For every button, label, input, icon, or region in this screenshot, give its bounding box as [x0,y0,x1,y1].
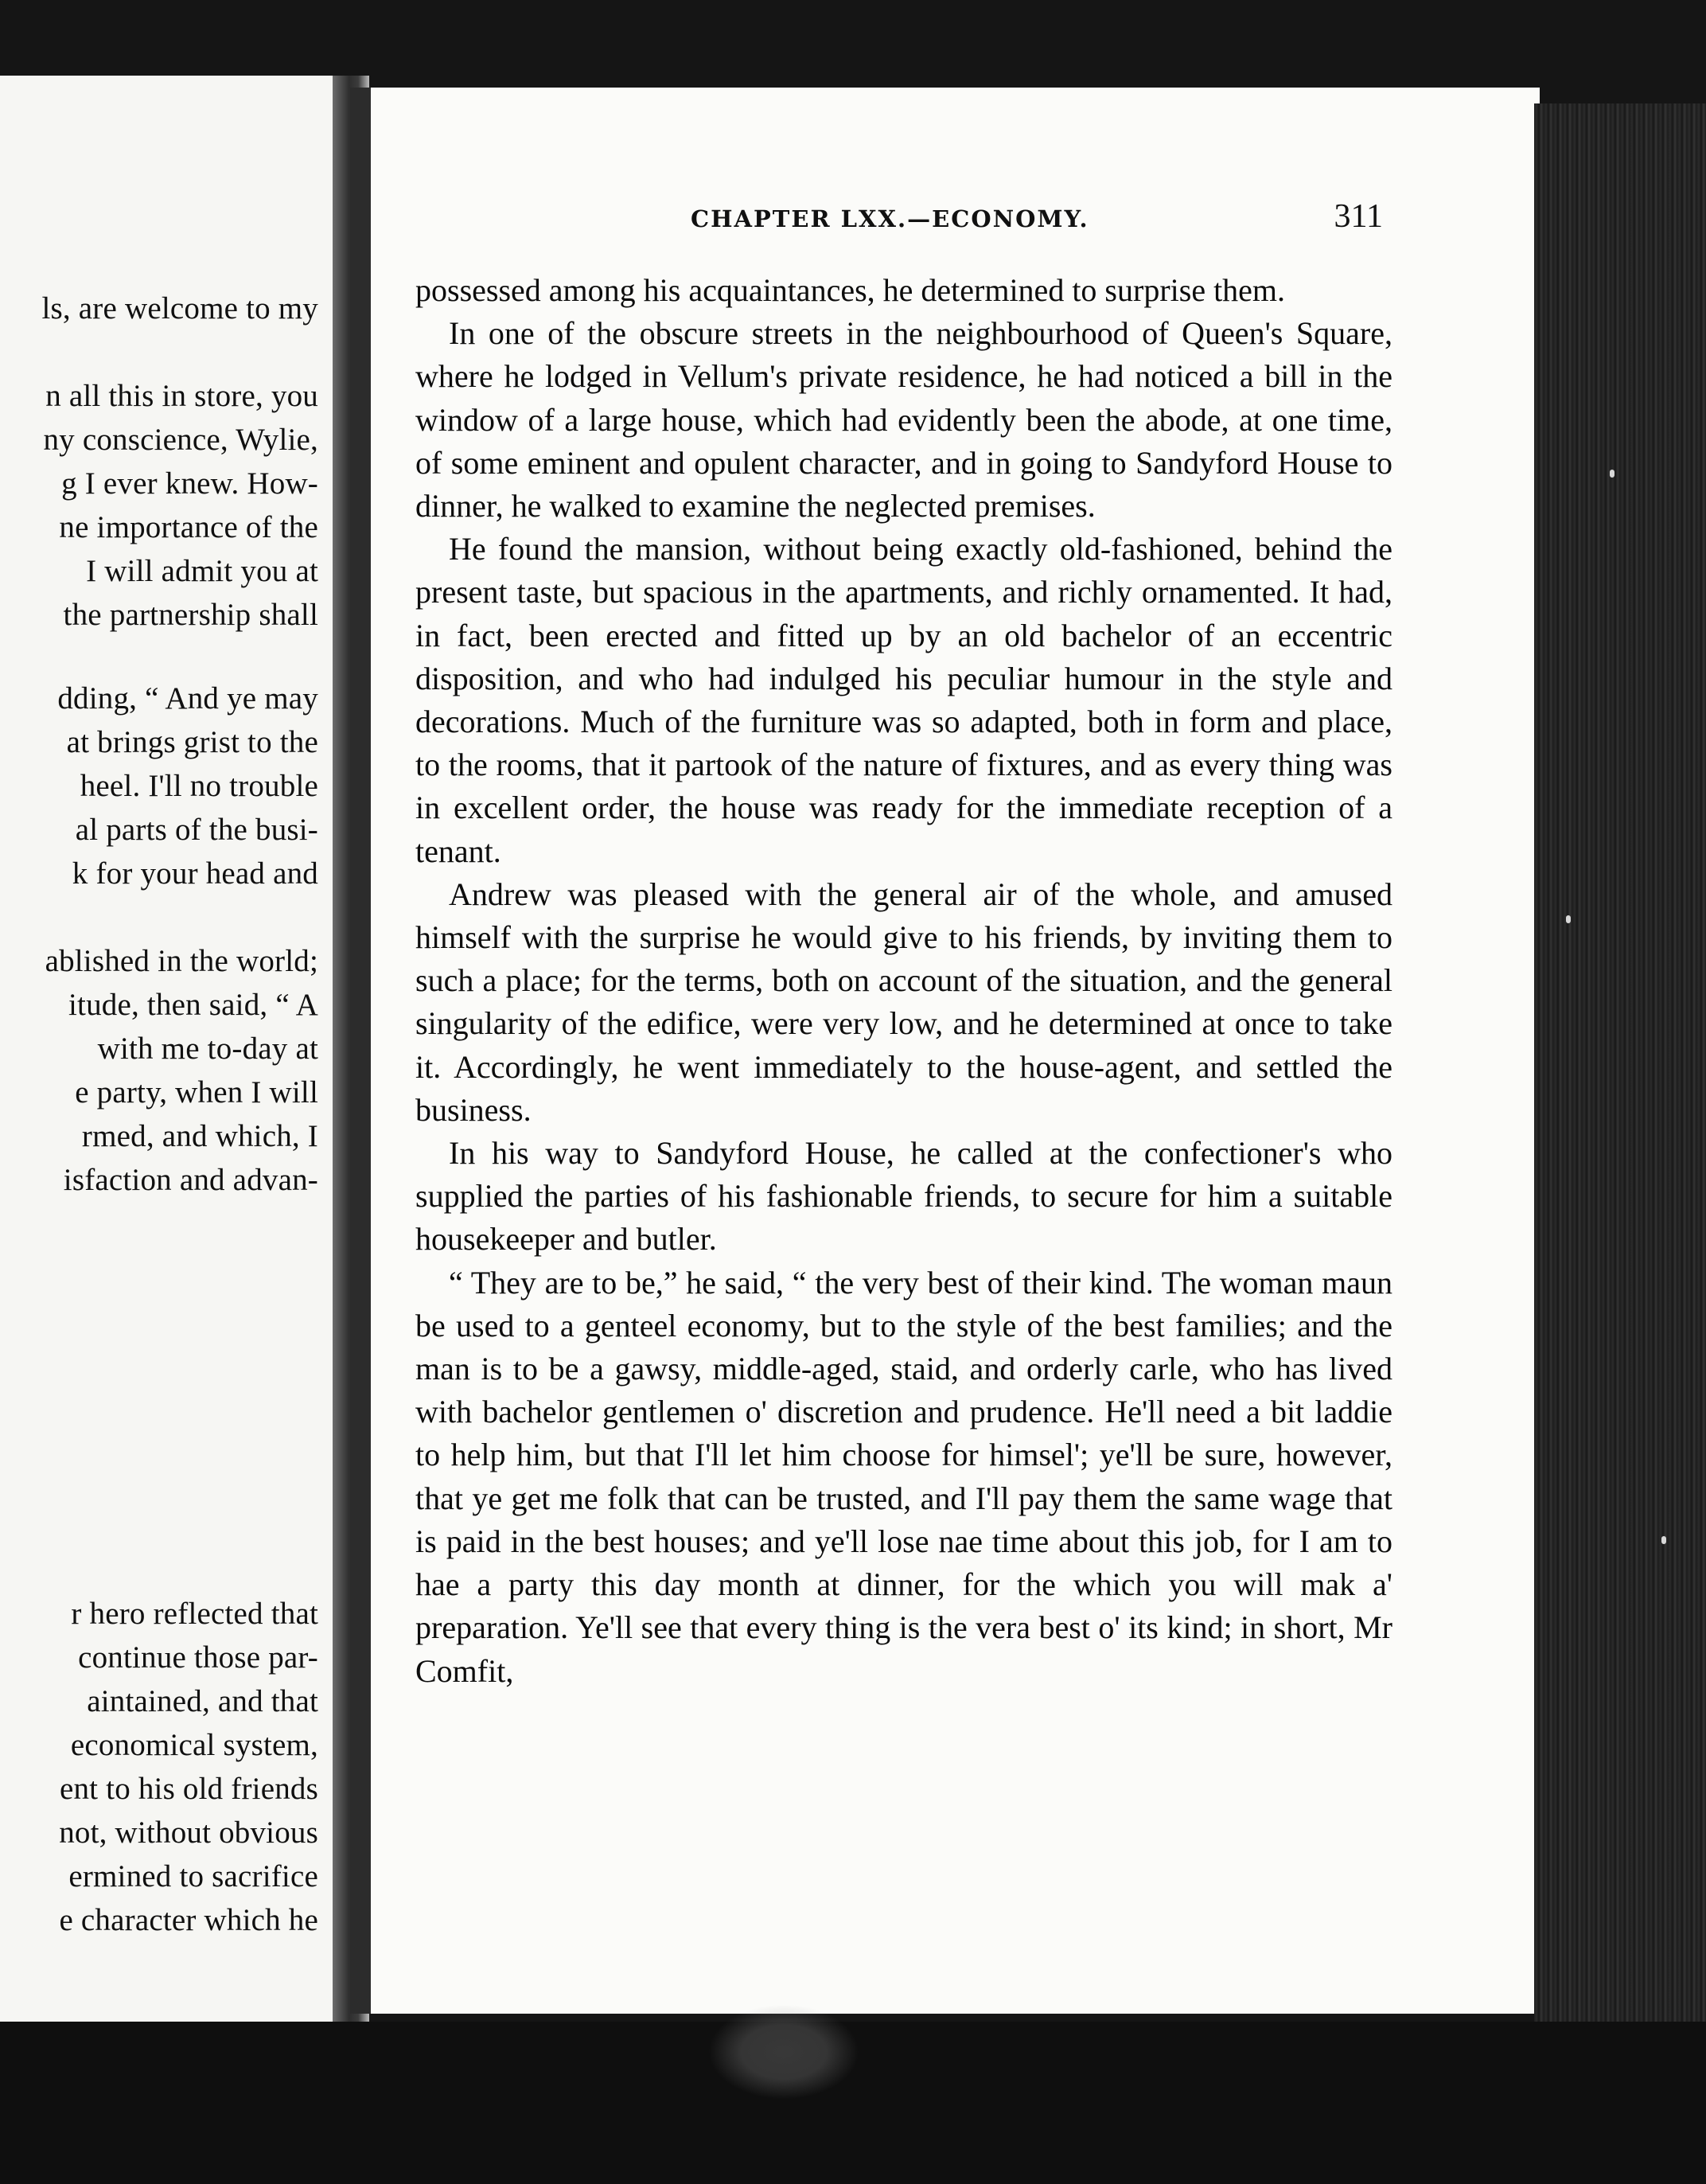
left-page-line: ne importance of the [59,510,318,544]
left-page-line: ls, are welcome to my [41,291,318,326]
paragraph: He found the mansion, without being exactly old-fashioned, behind the present taste, but spacious in the apartments, and richly ornamented. It had, in fact, been erected and fitted up by an old bachelor of an eccentric disposition, and who had indulged his peculiar humour in the style and decorations. Much of the furniture was so adapted, both in form and place, to the rooms, that it partook of the nature of fixtures, and as every thing was in excellent order, the house was ready for the immediate reception of a tenant. [415,531,1392,869]
paragraph: In his way to Sandyford House, he called at the confectioner's who supplied the parties of his fashionable friends, to secure for him a suitable housekeeper and butler. [415,1135,1392,1258]
left-page-line: n all this in store, you [45,379,318,413]
paragraph: possessed among his acquaintances, he determined to surprise them. [415,272,1286,308]
left-page-line: al parts of the busi- [75,813,318,847]
left-page-line: aintained, and that [87,1684,318,1718]
left-page-line: at brings grist to the [66,725,318,759]
left-page-line: the partnership shall [63,598,318,632]
edge-speck [1566,915,1571,923]
left-page-line: continue those par- [78,1640,318,1675]
page-number: 311 [1334,198,1383,235]
left-page-line: ablished in the world; [45,944,318,978]
left-page-line: itude, then said, “ A [68,988,318,1022]
page-edge-stack [1534,103,1706,2061]
left-page-line: e party, when I will [75,1075,318,1110]
left-page-line: ent to his old friends [59,1772,318,1806]
left-page-line: k for your head and [72,856,318,891]
left-page-line: g I ever knew. How- [61,466,318,501]
edge-speck [1661,1536,1666,1544]
left-page-line: e character which he [59,1903,318,1937]
left-page-line: isfaction and advan- [63,1163,318,1197]
left-page-line: dding, “ And ye may [57,681,318,716]
left-page-line: with me to-day at [97,1032,318,1066]
left-page-line: ny conscience, Wylie, [43,423,318,457]
ink-smudge [708,2004,859,2100]
left-page-line: I will admit you at [86,554,318,588]
left-page-line: rmed, and which, I [81,1119,318,1153]
page-body [415,269,1392,1693]
paragraph: In one of the obscure streets in the neighbourhood of Queen's Square, where he lodged in Vellum's private residence, he had noticed a bill in the window of a large house, which had evidently been the abode, at one time, of some eminent and opulent character, and in going to Sandyford House to dinner, he walked to examine the neglected premises. [415,315,1392,525]
left-page [0,76,335,2026]
paragraph: Andrew was pleased with the general air of the whole, and amused himself with the surprise he would give to his friends, by inviting them to such a place; for the terms, both on account of the situation, and the general singularity of the edifice, were very low, and he determined at once to take it. Accordingly, he went immediately to the house-agent, and settled the business. [415,876,1392,1128]
left-page-line: not, without obvious [59,1815,318,1850]
left-page-line: economical system, [70,1728,318,1762]
page-header [420,197,1383,240]
running-head: CHAPTER LXX.—ECONOMY. [691,205,1089,232]
left-page-line: r hero reflected that [71,1597,318,1631]
edge-speck [1610,470,1614,478]
left-page-line: ermined to sacrifice [68,1859,318,1893]
left-page-line: heel. I'll no trouble [80,769,318,803]
paragraph: “ They are to be,” he said, “ the very best of their kind. The woman maun be used to a genteel economy, but to the style of the best families; and the man is to be a gawsy, middle-aged, staid, and orderly carle, who has lived with bachelor gentlemen o' discretion and prudence. He'll need a bit laddie to help him, but that I'll let him choose for himsel'; ye'll be sure, however, that ye get me folk that can be trusted, and I'll pay them the same wage that is paid in the best houses; and ye'll lose nae time about this job, for I am to hae a party this day month at dinner, for the which you will mak a' preparation. Ye'll see that every thing is the vera best o' its kind; in short, Mr Comfit, [415,1264,1392,1689]
